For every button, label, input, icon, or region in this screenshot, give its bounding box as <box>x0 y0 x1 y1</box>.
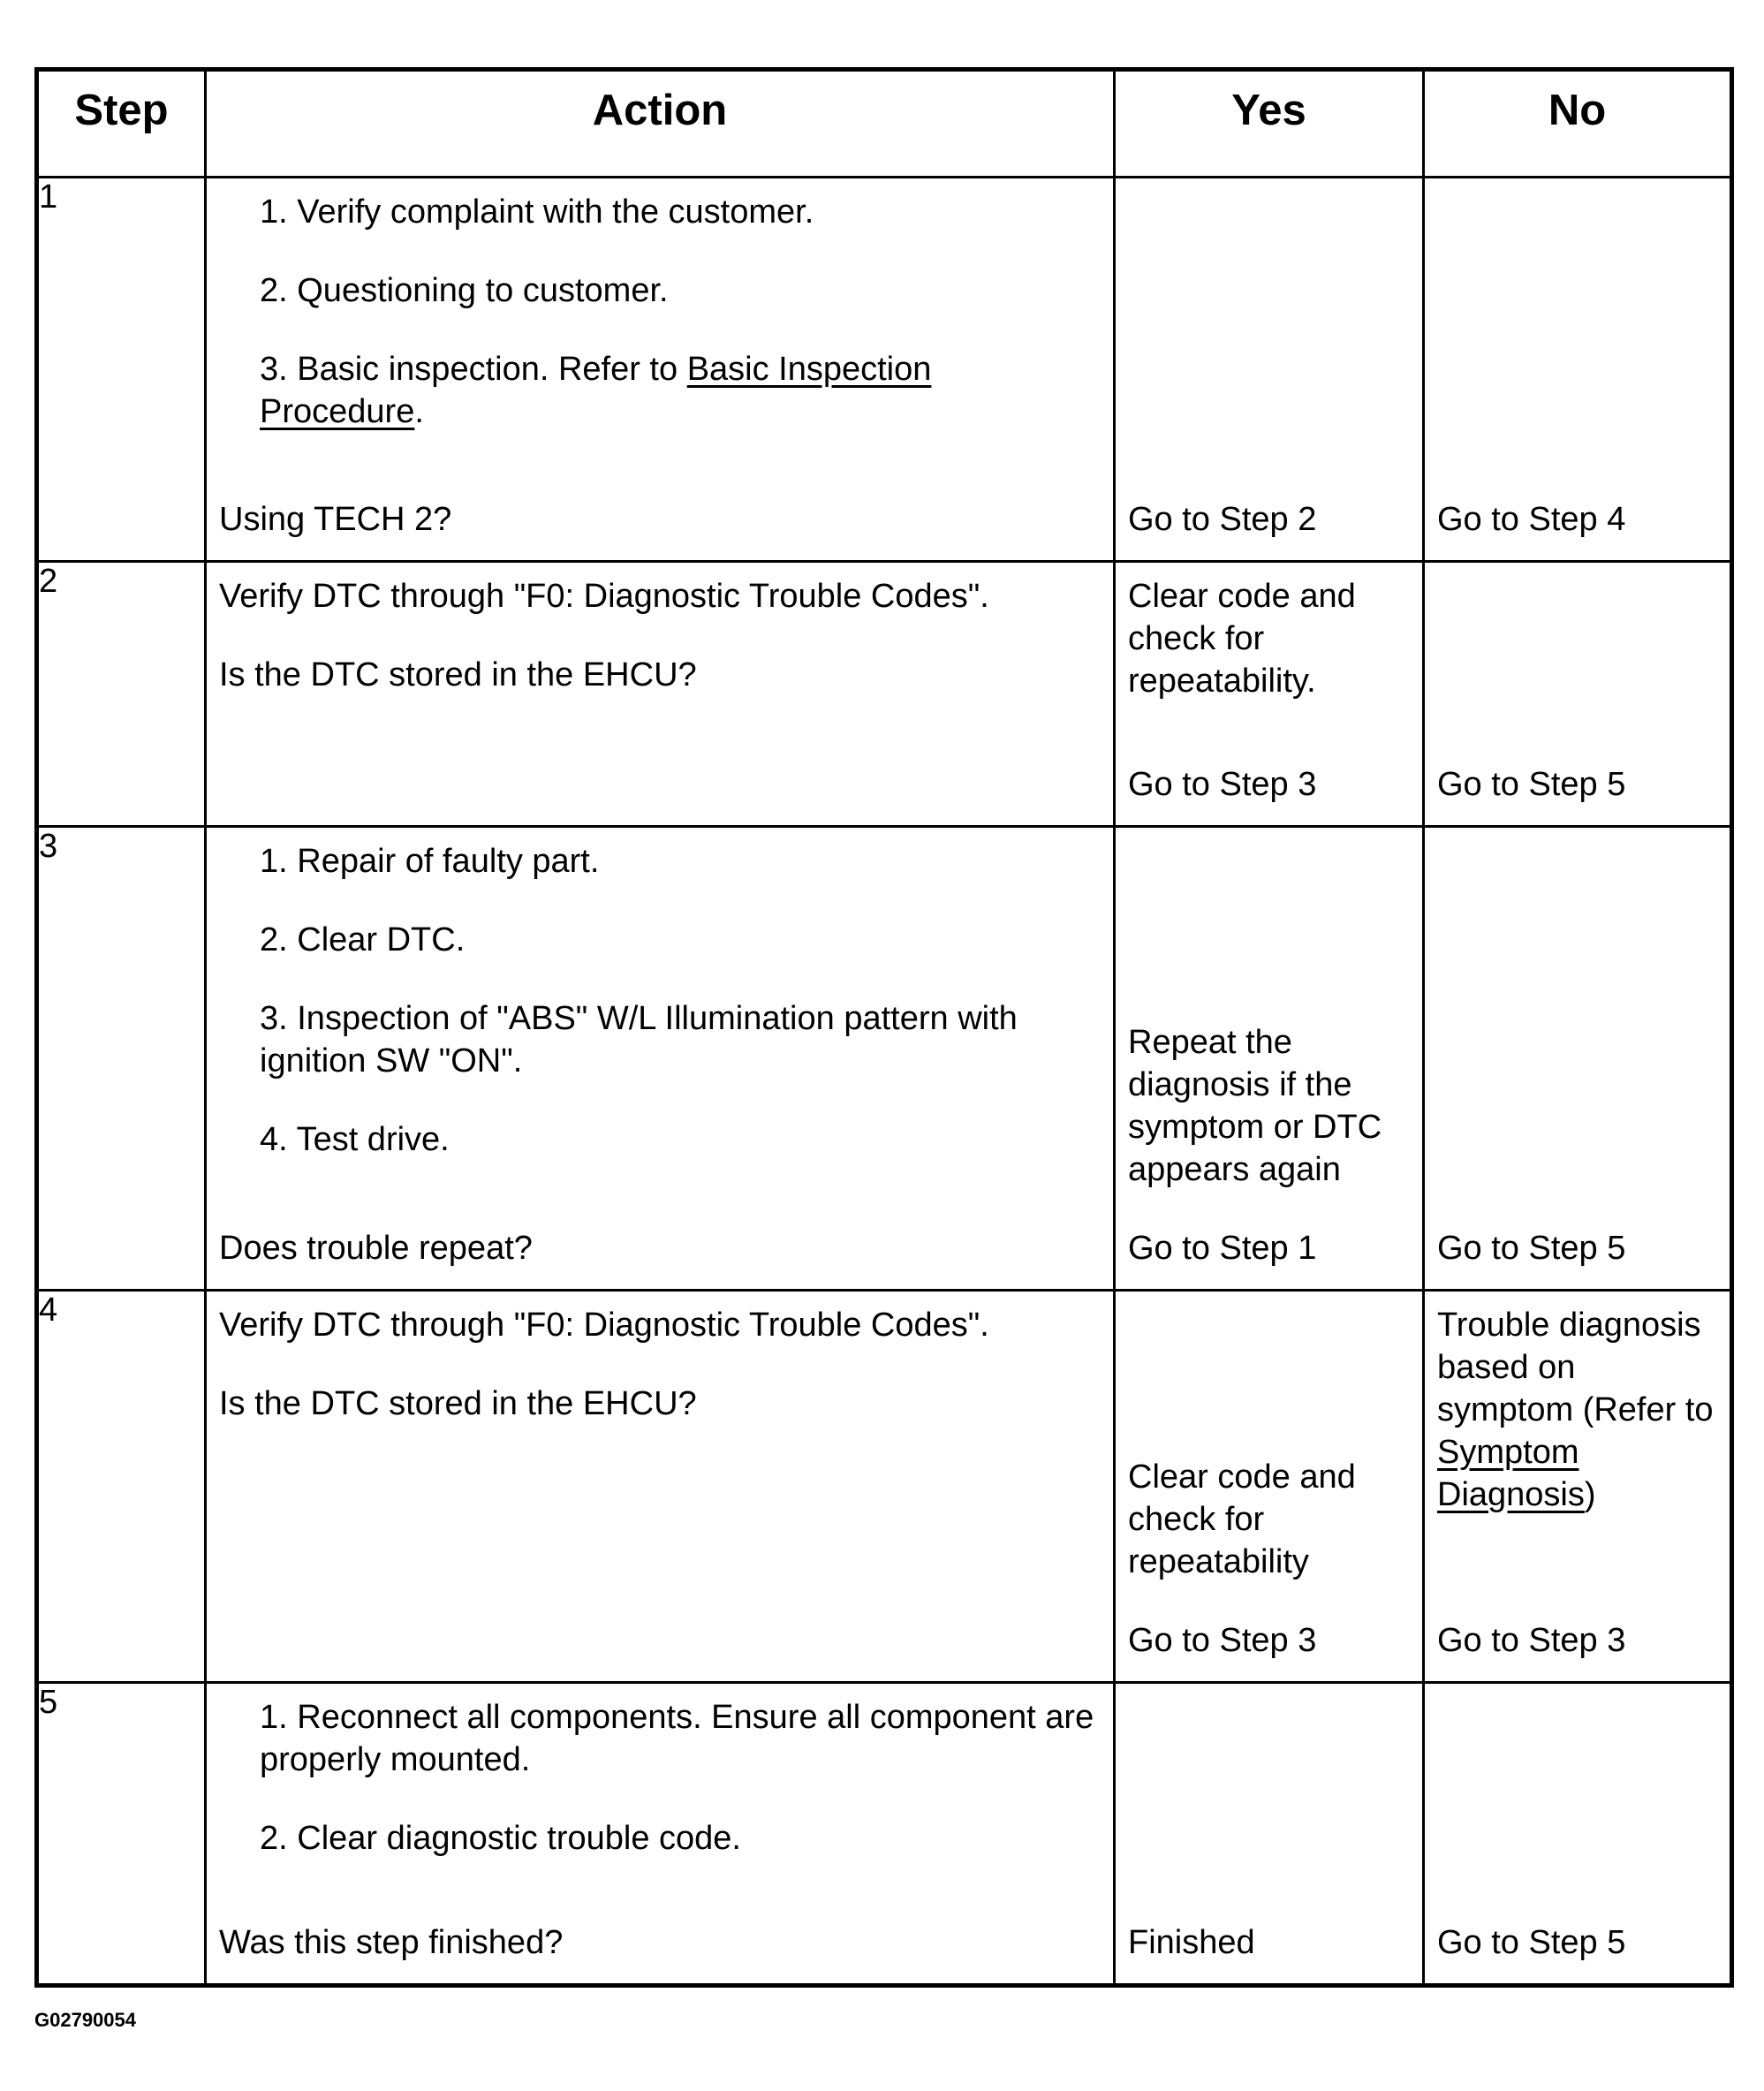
no-cell <box>1424 1291 1732 1683</box>
step-number: 1 <box>37 178 206 562</box>
step-number: 5 <box>37 1683 206 1986</box>
table-row <box>37 178 1732 562</box>
no-cell <box>1424 827 1732 1291</box>
yes-note: Repeat the diagnosis if the symptom or DTC appears again <box>1128 1024 1382 1188</box>
action-item: 1. Repair of faulty part. <box>260 843 600 880</box>
action-item: 3. Basic inspection. Refer to Basic Inspection Procedure. <box>260 351 932 430</box>
header-action: Action <box>206 70 1115 178</box>
yes-cell <box>1115 562 1424 827</box>
action-item: 2. Clear DTC. <box>260 921 466 958</box>
action-cell <box>206 178 1115 562</box>
figure-code: G02790054 <box>34 2009 136 2031</box>
yes-cell <box>1115 178 1424 562</box>
table-row <box>37 562 1732 827</box>
diagnostic-table <box>34 67 1734 1988</box>
yes-cell <box>1115 1683 1424 1986</box>
action-item: 1. Reconnect all components. Ensure all component are properly mounted. <box>260 1699 1094 1778</box>
action-question: Is the DTC stored in the EHCU? <box>219 1385 697 1422</box>
no-result: Go to Step 4 <box>1437 501 1626 538</box>
no-note: Trouble diagnosis based on symptom (Refer to Symptom Diagnosis) <box>1437 1307 1714 1513</box>
action-cell <box>206 1683 1115 1986</box>
table-row <box>37 1291 1732 1683</box>
no-result: Go to Step 3 <box>1437 1622 1626 1659</box>
yes-cell <box>1115 1291 1424 1683</box>
action-item: 4. Test drive. <box>260 1121 450 1158</box>
no-result: Go to Step 5 <box>1437 1230 1626 1267</box>
no-cell <box>1424 562 1732 827</box>
step-number: 3 <box>37 827 206 1291</box>
header-step: Step <box>37 70 206 178</box>
step-number: 4 <box>37 1291 206 1683</box>
yes-result: Go to Step 1 <box>1128 1230 1317 1267</box>
action-question: Does trouble repeat? <box>219 1230 533 1267</box>
action-item: 2. Clear diagnostic trouble code. <box>260 1820 741 1857</box>
action-item: 3. Inspection of "ABS" W/L Illumination pattern with ignition SW "ON". <box>260 1000 1018 1080</box>
no-cell <box>1424 1683 1732 1986</box>
action-question: Was this step finished? <box>219 1924 564 1961</box>
action-item: 1. Verify complaint with the customer. <box>260 193 814 231</box>
yes-result: Go to Step 2 <box>1128 501 1317 538</box>
no-cell <box>1424 178 1732 562</box>
header-yes: Yes <box>1115 70 1424 178</box>
action-cell <box>206 827 1115 1291</box>
action-item: 2. Questioning to customer. <box>260 272 669 309</box>
no-result: Go to Step 5 <box>1437 1924 1626 1961</box>
symptom-diagnosis-link[interactable]: Symptom Diagnosis <box>1437 1434 1585 1513</box>
yes-cell <box>1115 827 1424 1291</box>
yes-note: Clear code and check for repeatability. <box>1128 578 1356 700</box>
no-result: Go to Step 5 <box>1437 766 1626 803</box>
action-question: Using TECH 2? <box>219 501 452 538</box>
table-row <box>37 827 1732 1291</box>
action-question: Is the DTC stored in the EHCU? <box>219 656 697 693</box>
basic-inspection-link[interactable]: Basic Inspection Procedure <box>260 351 932 430</box>
step-number: 2 <box>37 562 206 827</box>
yes-result: Go to Step 3 <box>1128 1622 1317 1659</box>
action-cell <box>206 1291 1115 1683</box>
yes-note: Clear code and check for repeatability <box>1128 1458 1356 1580</box>
action-cell <box>206 562 1115 827</box>
yes-result: Finished <box>1128 1924 1255 1961</box>
action-line: Verify DTC through "F0: Diagnostic Trouble Codes". <box>219 578 989 615</box>
yes-result: Go to Step 3 <box>1128 766 1317 803</box>
table-row <box>37 1683 1732 1986</box>
action-line: Verify DTC through "F0: Diagnostic Trouble Codes". <box>219 1307 989 1344</box>
header-no: No <box>1424 70 1732 178</box>
header-row <box>37 70 1732 178</box>
